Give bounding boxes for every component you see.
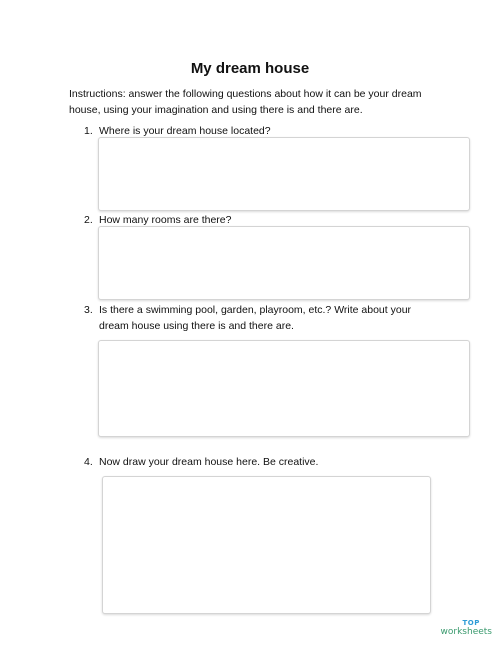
answer-box-2[interactable] (98, 226, 470, 300)
topworksheets-logo (441, 619, 492, 637)
question-text: Where is your dream house located? (99, 125, 271, 137)
answer-box-1[interactable] (98, 137, 470, 211)
question-text: Now draw your dream house here. Be creative. (99, 456, 319, 468)
question-3 (84, 302, 439, 334)
question-number: 2. (84, 214, 93, 226)
page-title: My dream house (190, 60, 310, 77)
logo-top-text: TOP (462, 619, 480, 627)
question-number: 4. (84, 456, 93, 468)
question-number: 1. (84, 125, 93, 137)
question-4 (84, 454, 439, 470)
answer-box-3[interactable] (98, 340, 470, 437)
instructions-text: Instructions: answer the following questions about how it can be your dream house, using your imagination and using there is and there are. (69, 88, 422, 116)
drawing-box[interactable] (102, 476, 431, 614)
question-number: 3. (84, 304, 93, 316)
logo-name-text: worksheets (440, 627, 492, 637)
question-text: How many rooms are there? (99, 214, 232, 226)
question-text: Is there a swimming pool, garden, playroom, etc.? Write about your dream house using there is and there are. (99, 304, 412, 332)
